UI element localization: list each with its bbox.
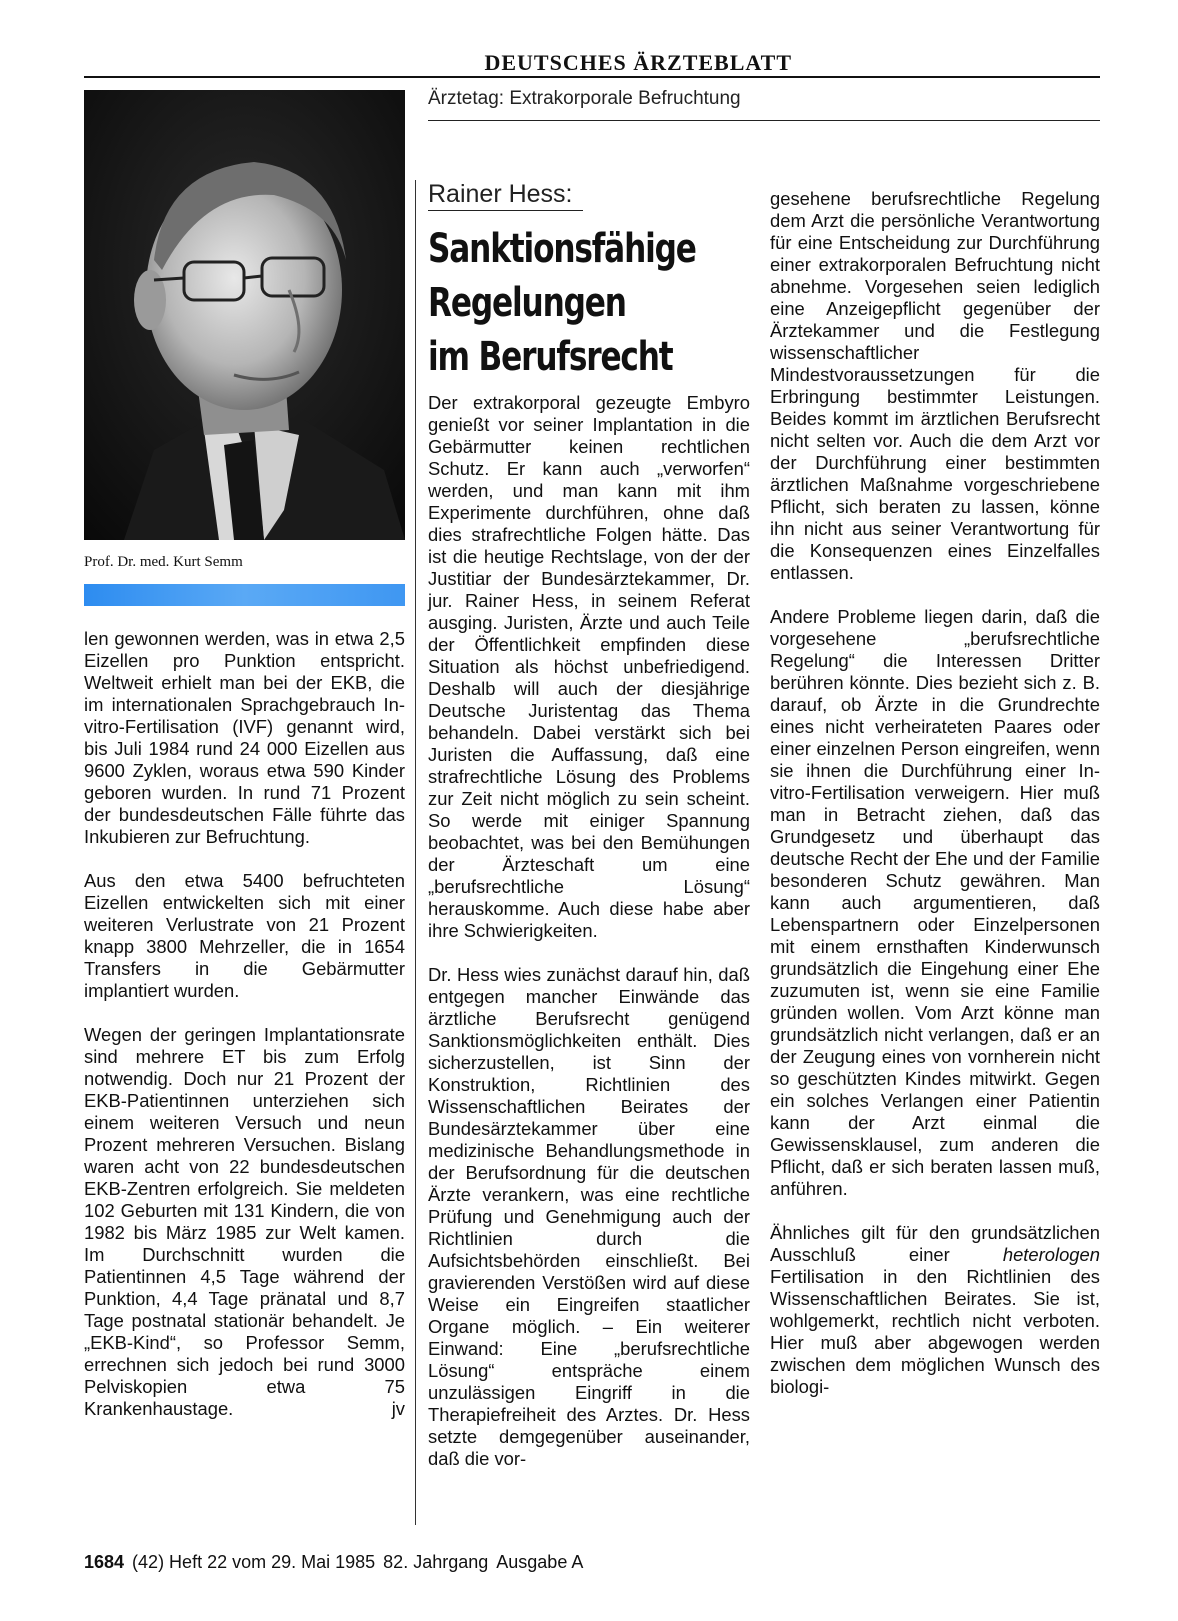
masthead-title: DEUTSCHES ÄRZTEBLATT (484, 50, 792, 75)
portrait-photo (84, 90, 405, 540)
sidebar-last-text: Wegen der geringen Implantationsrate sind mehrere ET bis zum Erfolg notwendig. Doch nur 21 Prozent der EKB-Patientinnen unterziehen sich einem weiteren Versuch und neun Prozent mehreren Versuchen. Bislang waren acht von 22 bundesdeutschen EKB-Zentren erfolgreich. Sie meldeten 102 Geburten mit 131 Kindern, die von 1982 bis März 1985 zur Welt kamen. Im Durchschnitt wurden die Patientinnen 4,5 Tage während der Punktion, 4,4 Tage pränatal und 8,7 Tage postnatal stationär behandelt. Je „EKB-Kind“, so Professor Semm, errechnen sich jedoch bei rund 3000 Pelviskopien etwa 75 Krankenhaustage. (84, 1024, 405, 1419)
accent-bar (84, 584, 405, 606)
page-number: 1684 (84, 1552, 125, 1572)
article-paragraph-last (770, 1222, 1100, 1398)
masthead (84, 48, 1100, 78)
column-divider (415, 180, 416, 1525)
headline-line: Regelungen (428, 280, 626, 326)
author-signature: jv (391, 1398, 405, 1419)
headline-line: im Berufsrecht (428, 334, 673, 380)
article-paragraph: Andere Probleme liegen darin, daß die vorgesehene „berufsrechtliche Regelung“ die Interessen Dritter berühren könnte. Dies bezieht sich z. B. darauf, ob Ärzte in die Grundrechte eines nicht verheirateten Paares oder einer einzelnen Person eingreifen, wenn sie ihnen die Durchführung einer In-vitro-Fertilisation verweigern. Hier muß man in Betracht ziehen, daß das Grundgesetz und überhaupt das deutsche Recht der Ehe und der Familie besonderen Schutz gewähren. Man kann auch argumentieren, daß Lebenspartnern oder Einzelpersonen mit einem ernsthaften Kinderwunsch grundsätzlich die Eingehung einer Ehe zuzumuten ist, wenn sie eine Familie gründen wollen. Vom Arzt könne man grundsätzlich nicht verlangen, daß er an der Zeugung eines von vornherein nicht so geschützten Kindes mitwirkt. Gegen ein solches Verlangen einer Patientin kann der Arzt einmal die Gewissensklausel, zum anderen die Pflicht, daß er sich beraten lassen muß, anführen. (770, 606, 1100, 1199)
sidebar-column (84, 628, 405, 1442)
author-underline (428, 210, 583, 211)
article-paragraph: Der extrakorporal gezeugte Embyro genießt vor seiner Implantation in die Gebärmutter keinen rechtlichen Schutz. Er kann auch „verworfen“ werden, und man kann mit ihm Experimente durchführen, ohne daß dies strafrechtliche Folgen hätte. Das ist die heutige Rechtslage, von der der Justitiar der Bundesärztekammer, Dr. jur. Rainer Hess, in seinem Referat ausging. Juristen, Ärzte und auch Teile der Öffentlichkeit empfinden diese Situation als höchst unbefriedigend. Deshalb will auch der diesjährige Deutsche Juristentag das Thema behandeln. Dabei verstärkt sich bei Juristen die Auffassung, daß eine strafrechtliche Lösung des Problems zur Zeit nicht möglich zu sein scheint. So werde mit einiger Spannung beobachtet, was bei den Bemühungen der Ärzteschaft um eine „berufsrechtliche Lösung“ herauskomme. Auch diese habe aber ihre Schwierigkeiten. (428, 392, 750, 941)
sidebar-paragraph-last (84, 1024, 405, 1420)
article-column-middle (428, 392, 750, 1492)
sidebar-paragraph: len gewonnen werden, was in etwa 2,5 Eizellen pro Punktion entspricht. Weltweit erhielt man bei der EKB, die im internationalen Sprachgebrauch In-vitro-Fertilisation (IVF) genannt wird, bis Juli 1984 rund 24 000 Eizellen aus 9600 Zyklen, woraus etwa 590 Kinder geboren wurden. In rund 71 Prozent der bundesdeutschen Fälle führte das Inkubieren zur Befruchtung. (84, 628, 405, 847)
page-footer (84, 1552, 591, 1573)
article-paragraph: gesehene berufsrechtliche Regelung dem Arzt die persönliche Verantwortung für eine Entscheidung zur Durchführung einer extrakorporalen Befruchtung nicht abnehme. Vorgesehen seien lediglich eine Anzeigepflicht gegenüber der Ärztekammer und die Festlegung wissenschaftlicher Mindestvoraussetzungen für die Erbringung bestimmter Leistungen. Beides kommt im ärztlichen Berufsrecht nicht selten vor. Auch die dem Arzt vor der Durchführung einer bestimmten ärztlichen Maßnahme vorgeschriebene Pflicht, sich beraten zu lassen, könne ihn nicht aus seiner Verantwortung für die Konsequenzen eines Einzelfalles entlassen. (770, 188, 1100, 583)
photo-caption: Prof. Dr. med. Kurt Semm (84, 554, 243, 570)
article-author: Rainer Hess: (428, 180, 573, 208)
headline-line: Sanktionsfähige (428, 226, 696, 272)
emphasized-word: heterologen (1002, 1244, 1100, 1265)
paragraph-text: Fertilisation in den Richtlinien des Wissenschaftlichen Beirates. Sie ist, wohlgemerkt, rechtlich nicht verboten. Hier muß aber abgewogen werden zwischen dem möglichen Wunsch des biologi- (770, 1266, 1100, 1397)
volume-info: 82. Jahrgang (383, 1552, 489, 1572)
portrait-image (84, 90, 405, 540)
section-label: Ärztetag: Extrakorporale Befruchtung (428, 88, 741, 109)
article-paragraph: Dr. Hess wies zunächst darauf hin, daß entgegen mancher Einwände das ärztliche Berufsrecht genügend Sanktionsmöglichkeiten enthält. Dies sicherzustellen, ist Sinn der Konstruktion, Richtlinien des Wissenschaftlichen Beirates der Bundesärztekammer über eine medizinische Behandlungsmethode in der Berufsordnung für die deutschen Ärzte verankern, was eine rechtliche Prüfung und Genehmigung auch der Richtlinien durch die Aufsichtsbehörden einschließt. Bei gravierenden Verstößen wird auf diese Weise ein Eingreifen staatlicher Organe möglich. – Ein weiterer Einwand: Eine „berufsrechtliche Lösung“ entspräche einem unzulässigen Eingriff in die Therapiefreiheit des Arztes. Dr. Hess setzte demgegenüber auseinander, daß die vor- (428, 964, 750, 1469)
issue-info: (42) Heft 22 vom 29. Mai 1985 (132, 1552, 376, 1572)
sidebar-paragraph: Aus den etwa 5400 befruchteten Eizellen entwickelten sich mit einer weiteren Verlustrate von 21 Prozent knapp 3800 Mehrzeller, die in 1654 Transfers in die Gebärmutter implantiert wurden. (84, 870, 405, 1001)
article-column-right (770, 188, 1100, 1420)
article-headline (428, 222, 696, 384)
edition-info: Ausgabe A (496, 1552, 584, 1572)
paragraph-text: Ähnliches gilt für den grundsätzlichen Ausschluß einer (770, 1222, 1100, 1265)
section-rule (428, 120, 1100, 121)
